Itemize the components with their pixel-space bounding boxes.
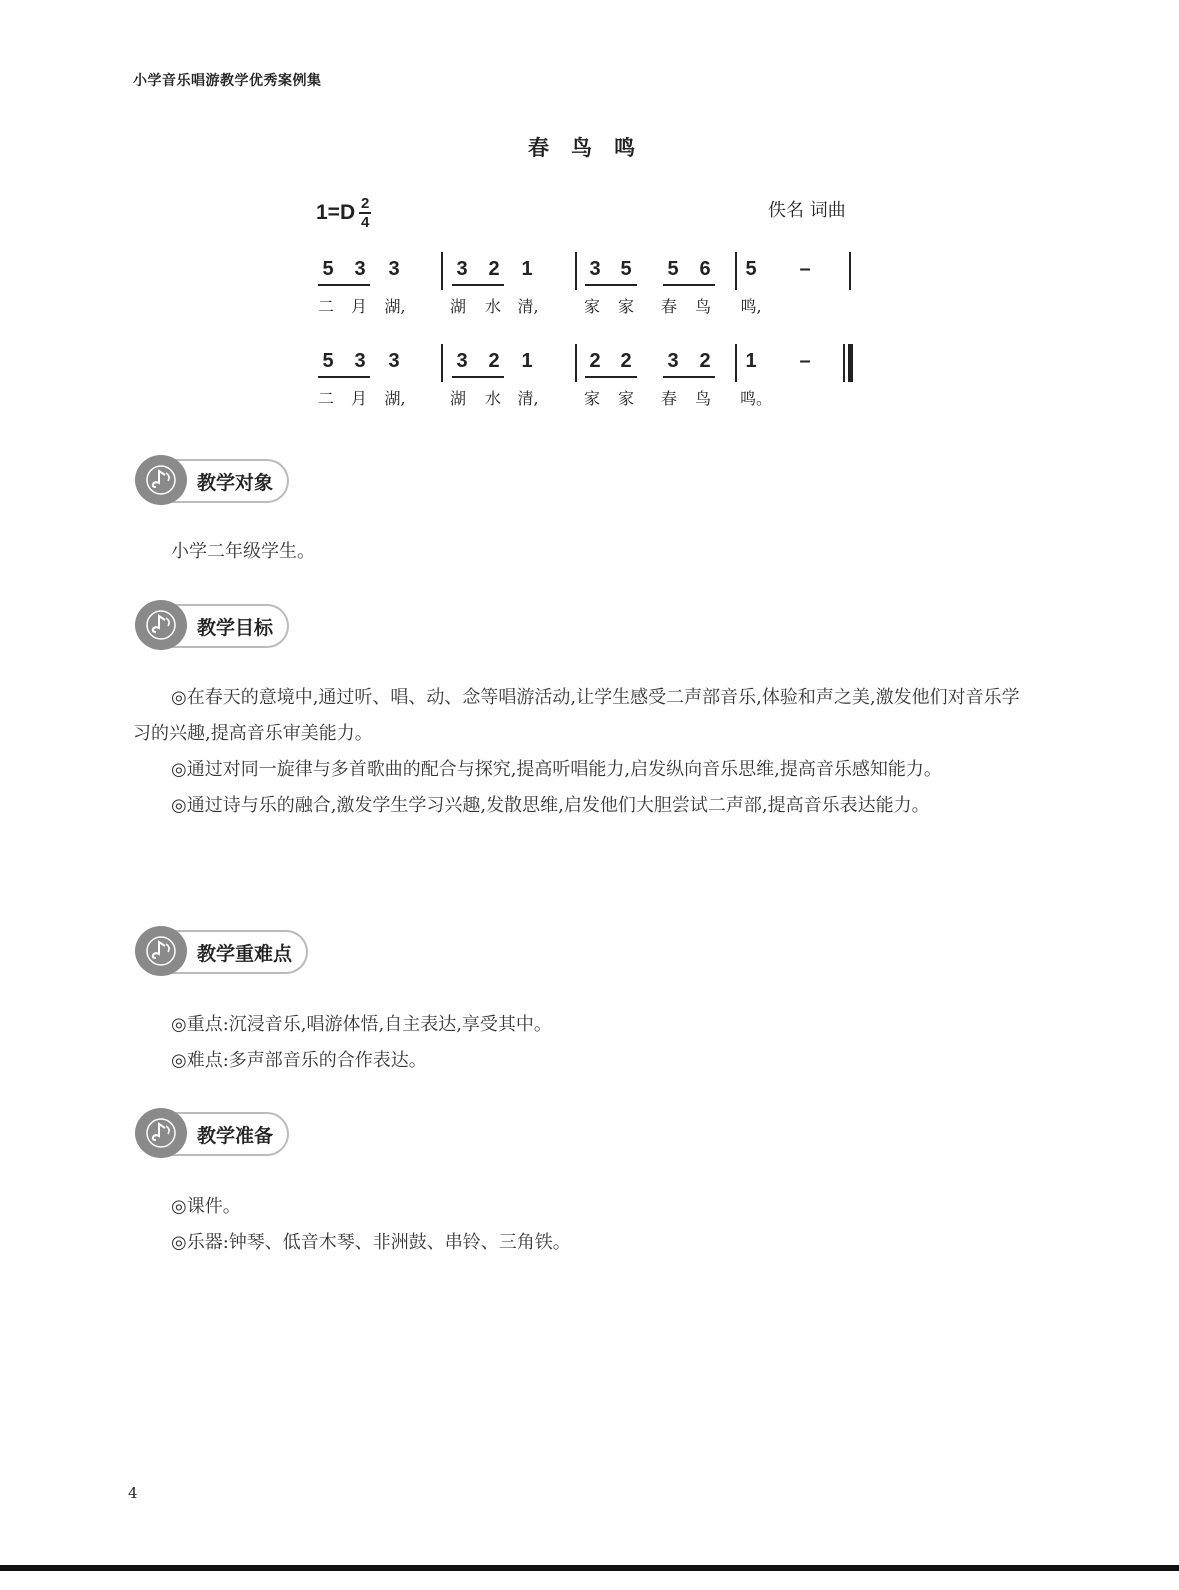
list-item: ◎难点:多声部音乐的合作表达。: [171, 1050, 427, 1071]
score-note: 1: [521, 258, 533, 280]
score-lyric: 清,: [517, 297, 539, 316]
score-lyric: 鸣。: [740, 389, 773, 408]
list-item: ◎重点:沉浸音乐,唱游体悟,自主表达,享受其中。: [171, 1014, 552, 1035]
score-note: 3: [456, 350, 468, 372]
time-bottom: 4: [360, 214, 370, 231]
score-note: 3: [354, 258, 366, 280]
beat-underline: [663, 284, 715, 286]
score-lyric: 月: [350, 389, 367, 408]
score-lyric: 家: [617, 297, 634, 316]
music-note-icon: [135, 455, 187, 505]
score-note: 2: [699, 350, 711, 372]
section-header-preparation: [135, 1108, 335, 1158]
beat-underline: [452, 376, 504, 378]
list-item: ◎课件。: [171, 1196, 241, 1217]
barline: [843, 344, 845, 382]
score-note: 3: [456, 258, 468, 280]
score-note: 3: [388, 350, 400, 372]
score-note: 1: [521, 350, 533, 372]
score-note: –: [799, 258, 811, 280]
score-note: 2: [488, 258, 500, 280]
section-title: 教学对象: [197, 471, 274, 494]
score-note: 5: [667, 258, 679, 280]
score-lyric: 水: [484, 297, 501, 316]
score-note: 2: [620, 350, 632, 372]
score-lyric: 家: [583, 389, 600, 408]
beat-underline: [452, 284, 504, 286]
score-lyric: 湖: [449, 297, 466, 316]
score-lyric: 二: [317, 297, 334, 316]
score-lyric: 清,: [517, 389, 539, 408]
score-lyric: 湖: [449, 389, 466, 408]
section-header-keypoints: [135, 926, 335, 976]
score-lyric: 月: [350, 297, 367, 316]
music-note-icon: [135, 1108, 187, 1158]
score-note: 6: [699, 258, 711, 280]
paragraph: ◎通过对同一旋律与多首歌曲的配合与探究,提高听唱能力,启发纵向音乐思维,提高音乐感知能力。: [171, 759, 942, 780]
beat-underline: [585, 284, 637, 286]
score-lyric: 湖,: [384, 389, 406, 408]
score-note: 2: [488, 350, 500, 372]
score-note: 2: [589, 350, 601, 372]
paragraph: ◎在春天的意境中,通过听、唱、动、念等唱游活动,让学生感受二声部音乐,体验和声之美,激发他们对音乐学习的兴趣,提高音乐审美能力。: [133, 687, 1020, 744]
score-note: 3: [589, 258, 601, 280]
section-body-goals: [133, 680, 1033, 824]
barline: [575, 252, 577, 290]
running-head: 小学音乐唱游教学优秀案例集: [133, 73, 322, 89]
score-lyric: 家: [617, 389, 634, 408]
barline: [735, 344, 737, 382]
beat-underline: [585, 376, 637, 378]
paragraph: ◎通过诗与乐的融合,激发学生学习兴趣,发散思维,启发他们大胆尝试二声部,提高音乐表达能力。: [171, 795, 930, 816]
score-note: 5: [322, 258, 334, 280]
barline: [441, 252, 443, 290]
section-header-goals: [135, 600, 335, 650]
song-credit: 佚名 词曲: [768, 200, 846, 221]
score-lyric: 湖,: [384, 297, 406, 316]
list-item: ◎乐器:钟琴、低音木琴、非洲鼓、串铃、三角铁。: [171, 1232, 571, 1253]
section-body-preparation: [133, 1189, 1033, 1261]
score-lyric: 鸟: [694, 389, 711, 408]
score-note: 3: [667, 350, 679, 372]
section-header-target: [135, 455, 335, 505]
score-note: 5: [620, 258, 632, 280]
score-lyric: 春: [660, 389, 677, 408]
final-barline: [848, 344, 853, 382]
page-number: 4: [128, 1484, 138, 1502]
key-label: 1=D: [316, 201, 356, 224]
score-lyric: 家: [583, 297, 600, 316]
paragraph: 小学二年级学生。: [171, 541, 315, 562]
score-note: –: [799, 350, 811, 372]
beat-underline: [318, 284, 370, 286]
score-note: 3: [388, 258, 400, 280]
song-title: 春鸟鸣: [528, 135, 657, 160]
section-title: 教学目标: [197, 616, 274, 639]
bottom-rule: [0, 1565, 1179, 1571]
score-note: 1: [745, 350, 757, 372]
beat-underline: [318, 376, 370, 378]
score-lyric: 水: [484, 389, 501, 408]
time-top: 2: [360, 195, 370, 212]
score-lyric: 鸣,: [740, 297, 762, 316]
barline: [735, 252, 737, 290]
score-lyric: 二: [317, 389, 334, 408]
section-title: 教学重难点: [197, 942, 293, 965]
score-note: 5: [322, 350, 334, 372]
section-body-target: [133, 534, 1033, 570]
score-lyric: 鸟: [694, 297, 711, 316]
music-note-icon: [135, 600, 187, 650]
music-note-icon: [135, 926, 187, 976]
barline: [849, 252, 851, 290]
score-note: 5: [745, 258, 757, 280]
score: [0, 0, 1179, 440]
score-lyric: 春: [660, 297, 677, 316]
score-note: 3: [354, 350, 366, 372]
barline: [441, 344, 443, 382]
section-title: 教学准备: [197, 1124, 274, 1147]
beat-underline: [663, 376, 715, 378]
barline: [575, 344, 577, 382]
section-body-keypoints: [133, 1007, 1033, 1079]
